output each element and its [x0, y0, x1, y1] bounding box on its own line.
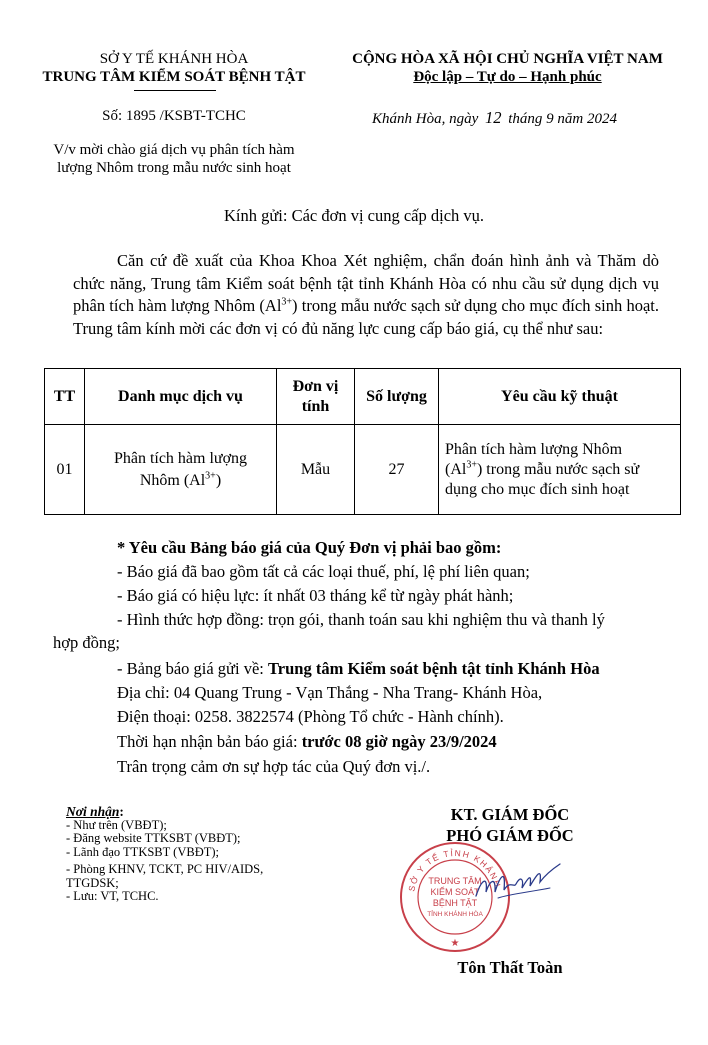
stamp-top-text: TỈNH [442, 847, 472, 861]
cell-service-sup: 3+ [205, 470, 216, 482]
date-suffix: tháng 9 năm 2024 [508, 111, 617, 127]
intro-part1: Căn cứ đề xuất của Khoa Khoa Xét nghiệm, chẩn đoán hình ảnh và Thăm dò chức năng, Trung tâm Kiểm soát bệnh tật tỉnh Khánh Hòa có nhu cầu sử dụng dịch vụ phân tích hàm lượng Nhôm (Al [73, 251, 659, 315]
document-date [372, 108, 617, 128]
cell-requirement [439, 425, 681, 515]
deadline-line [117, 731, 497, 754]
cell-unit: Mẫu [277, 425, 355, 515]
requirements-heading: * Yêu cầu Bảng báo giá của Quý Đơn vị phải bao gồm: [117, 538, 502, 557]
recipient-item: - Như trên (VBĐT); [66, 817, 167, 832]
header-requirement: Yêu cầu kỹ thuật [439, 369, 681, 425]
signer-name: Tôn Thất Toàn [457, 958, 563, 977]
cell-service [85, 425, 277, 515]
handwritten-signature [470, 858, 570, 913]
stamp-line-4: TỈNH KHÁNH HÒA [427, 911, 483, 918]
deadline-prefix: Thời hạn nhận bản báo giá: [117, 732, 302, 751]
recipients-colon: : [119, 804, 124, 819]
cell-service-line1: Phân tích hàm lượng [113, 449, 248, 467]
table-header-row [45, 369, 681, 425]
document-number: Số: 1895 /KSBT-TCHC [102, 108, 246, 124]
recipients-title [66, 805, 326, 819]
greeting: Kính gửi: Các đơn vị cung cấp dịch vụ. [223, 206, 485, 225]
cell-req-line3: dụng cho mục đích sinh hoạt [445, 480, 630, 498]
subject-line-2: lượng Nhôm trong mẫu nước sinh hoạt [57, 160, 291, 176]
department-name: SỞ Y TẾ KHÁNH HÒA [99, 51, 249, 67]
org-underline [134, 90, 216, 91]
requirement-item-2: - Báo giá có hiệu lực: ít nhất 03 tháng kể từ ngày phát hành; [117, 586, 514, 605]
cell-req-line2a: (Al [445, 460, 467, 478]
header-unit-line1: Đơn vị [292, 377, 339, 395]
header-unit-line2: tính [301, 397, 330, 415]
stamp-line-1: TRUNG TÂM [428, 876, 482, 886]
cell-req-line1: Phân tích hàm lượng Nhôm [445, 440, 623, 458]
address-line: Địa chỉ: 04 Quang Trung - Vạn Thắng - Nha Trang- Khánh Hòa, [117, 683, 543, 702]
header-unit [277, 369, 355, 425]
cell-quantity: 27 [355, 425, 439, 515]
send-to-organization: Trung tâm Kiểm soát bệnh tật tỉnh Khánh Hòa [268, 659, 600, 678]
requirement-item-3-line1: - Hình thức hợp đồng: trọn gói, thanh toán sau khi nghiệm thu và thanh lý [117, 610, 605, 629]
cell-service-line2a: Nhôm (Al [139, 471, 206, 489]
requirement-item-3-line2: hợp đồng; [53, 633, 120, 652]
date-day: 12 [485, 108, 502, 127]
signature-title-2: PHÓ GIÁM ĐỐC [446, 826, 574, 845]
header-tt: TT [45, 369, 85, 425]
recipients-title-text: Nơi nhận [66, 804, 120, 819]
phone-line: Điện thoại: 0258. 3822574 (Phòng Tổ chức - Hành chính). [117, 707, 504, 726]
table-row [45, 425, 681, 515]
cell-req-line2b: ) trong mẫu nước sạch sử [476, 460, 640, 478]
national-motto [330, 69, 685, 86]
recipient-item: - Lưu: VT, TCHC. [66, 889, 159, 903]
thanks-line: Trân trọng cảm ơn sự hợp tác của Quý đơn vị./. [117, 757, 431, 776]
recipient-item: - Đăng website TTKSBT (VBĐT); [66, 831, 241, 845]
date-prefix: Khánh Hòa, ngày [372, 111, 479, 127]
recipient-item: TTGDSK; [66, 875, 119, 890]
country-name: CỘNG HÒA XÃ HỘI CHỦ NGHĨA VIỆT NAM [352, 51, 663, 67]
header-service: Danh mục dịch vụ [85, 369, 277, 425]
stamp-line-2: KIỂM SOÁT [430, 887, 480, 897]
signature-title-1: KT. GIÁM ĐỐC [450, 805, 570, 824]
deadline-date: trước 08 giờ ngày 23/9/2024 [301, 732, 497, 751]
cell-service-line2b: ) [215, 471, 222, 489]
stamp-right-text: KHÁNH [472, 853, 503, 890]
recipients-block [66, 805, 326, 904]
cell-req-sup: 3+ [466, 459, 477, 471]
stamp-left-text: SỞ Y TẾ [406, 851, 442, 893]
requirement-item-4 [117, 658, 600, 681]
header-quantity: Số lượng [355, 369, 439, 425]
stamp-line-3: BỆNH TẬT [432, 898, 478, 908]
recipient-item: - Lãnh đạo TTKSBT (VBĐT); [66, 844, 219, 859]
intro-paragraph [73, 250, 659, 340]
service-table [44, 368, 681, 515]
recipient-item: - Phòng KHNV, TCKT, PC HIV/AIDS, [66, 862, 264, 876]
motto-text: Độc lập – Tự do – Hạnh phúc [413, 69, 602, 85]
requirement-item-1: - Báo giá đã bao gồm tất cả các loại thuế, phí, lệ phí liên quan; [117, 562, 530, 581]
intro-superscript: 3+ [281, 296, 293, 308]
send-to-prefix: - Bảng báo giá gửi về: [117, 659, 268, 678]
stamp-star-icon: ★ [450, 938, 460, 949]
subject-line-1: V/v mời chào giá dịch vụ phân tích hàm [53, 142, 295, 158]
cell-tt: 01 [45, 425, 85, 515]
intro-part2: ) trong mẫu nước sạch sử dụng cho mục đích sinh hoạt. Trung tâm kính mời các đơn vị có đủ năng lực cung cấp báo giá, cụ thể như sau: [73, 296, 659, 338]
organization-name: TRUNG TÂM KIỂM SOÁT BỆNH TẬT [42, 69, 306, 85]
